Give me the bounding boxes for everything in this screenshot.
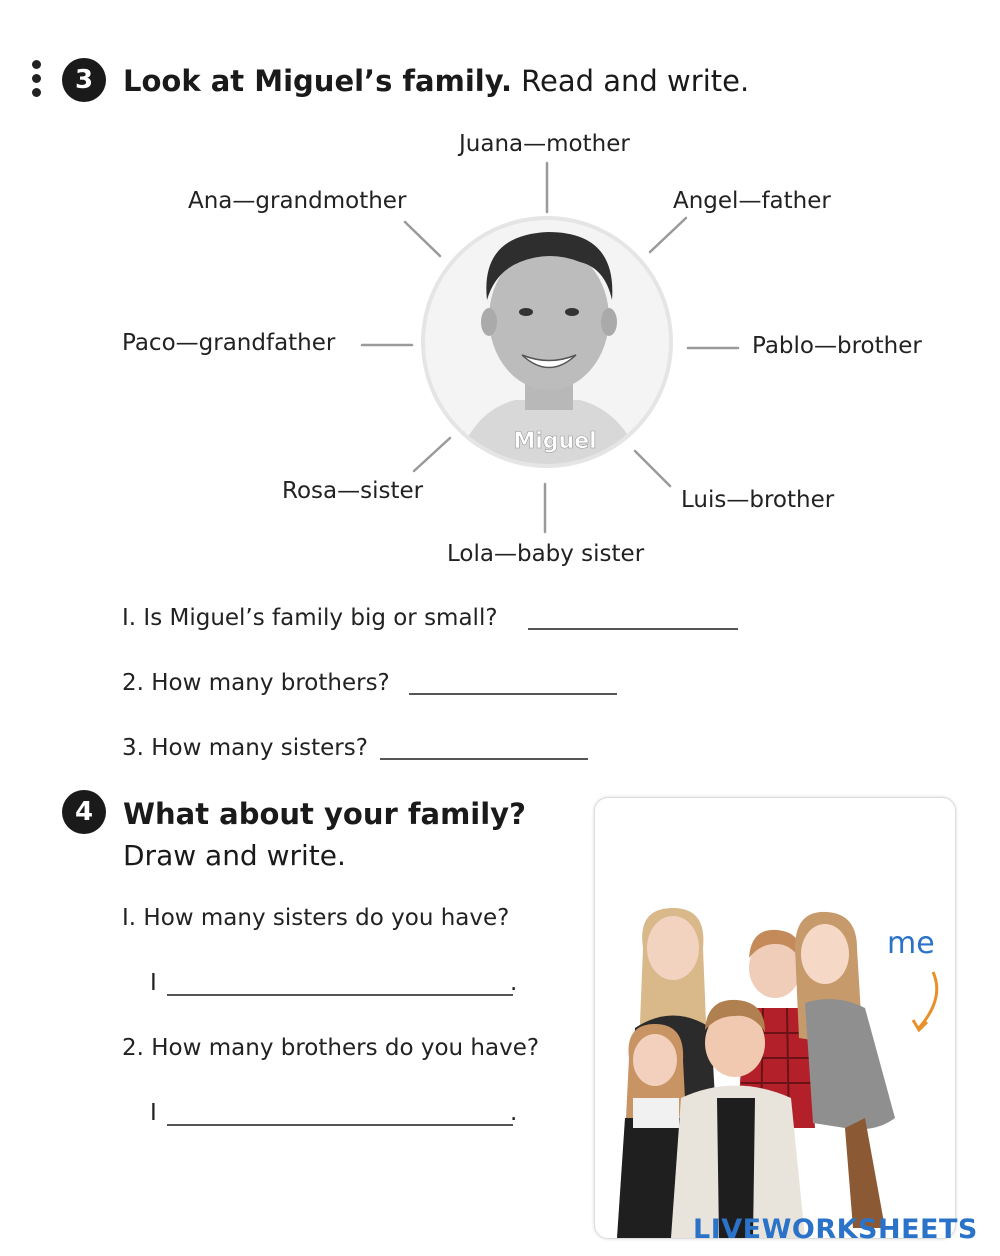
question-4-1: I. How many sisters do you have? <box>122 905 510 931</box>
family-member-lola: Lola—baby sister <box>447 541 645 567</box>
family-diagram <box>0 0 1000 600</box>
answer-input-4-1[interactable] <box>167 966 513 996</box>
answer-input-3-1[interactable] <box>528 600 738 630</box>
answer-suffix-4-2: . <box>510 1100 518 1126</box>
family-member-ana: Ana—grandmother <box>188 188 407 214</box>
family-member-pablo: Pablo—brother <box>752 333 922 359</box>
family-member-rosa: Rosa—sister <box>282 478 424 504</box>
exercise-number-badge: 3 <box>62 58 106 102</box>
footer-brand-text: LIVEWORKSHEETS <box>693 1214 978 1245</box>
answer-prefix-4-2: I <box>150 1100 157 1126</box>
connector-ana <box>405 222 440 256</box>
answer-prefix-4-1: I <box>150 970 157 996</box>
family-drawing-card[interactable] <box>594 797 956 1239</box>
exercise-title-rest: Read and write. <box>511 64 750 98</box>
family-member-paco: Paco—grandfather <box>122 330 336 356</box>
answer-input-3-3[interactable] <box>380 730 588 760</box>
question-3-3: 3. How many sisters? <box>122 735 368 761</box>
question-3-2: 2. How many brothers? <box>122 670 390 696</box>
center-name-label: Miguel <box>513 429 597 454</box>
exercise-number-badge-4: 4 <box>62 790 106 834</box>
answer-input-4-2[interactable] <box>167 1096 513 1126</box>
me-label: me <box>887 926 935 961</box>
answer-input-3-2[interactable] <box>409 665 617 695</box>
answer-suffix-4-1: . <box>510 970 518 996</box>
family-member-juana: Juana—mother <box>459 131 630 157</box>
question-3-1: I. Is Miguel’s family big or small? <box>122 605 498 631</box>
liveworksheets-logo <box>693 1214 978 1245</box>
exercise-title-4: What about your family? <box>123 797 526 831</box>
family-illustration <box>595 798 955 1238</box>
family-member-luis: Luis—brother <box>681 487 835 513</box>
connector-luis <box>635 451 670 486</box>
question-4-2: 2. How many brothers do you have? <box>122 1035 540 1061</box>
arrow-icon <box>905 968 945 1038</box>
connector-angel <box>650 218 686 252</box>
exercise-title-bold: Look at Miguel’s family. <box>123 64 512 98</box>
family-member-angel: Angel—father <box>673 188 831 214</box>
connector-rosa <box>414 438 450 471</box>
exercise-subtitle-4: Draw and write. <box>123 839 346 872</box>
